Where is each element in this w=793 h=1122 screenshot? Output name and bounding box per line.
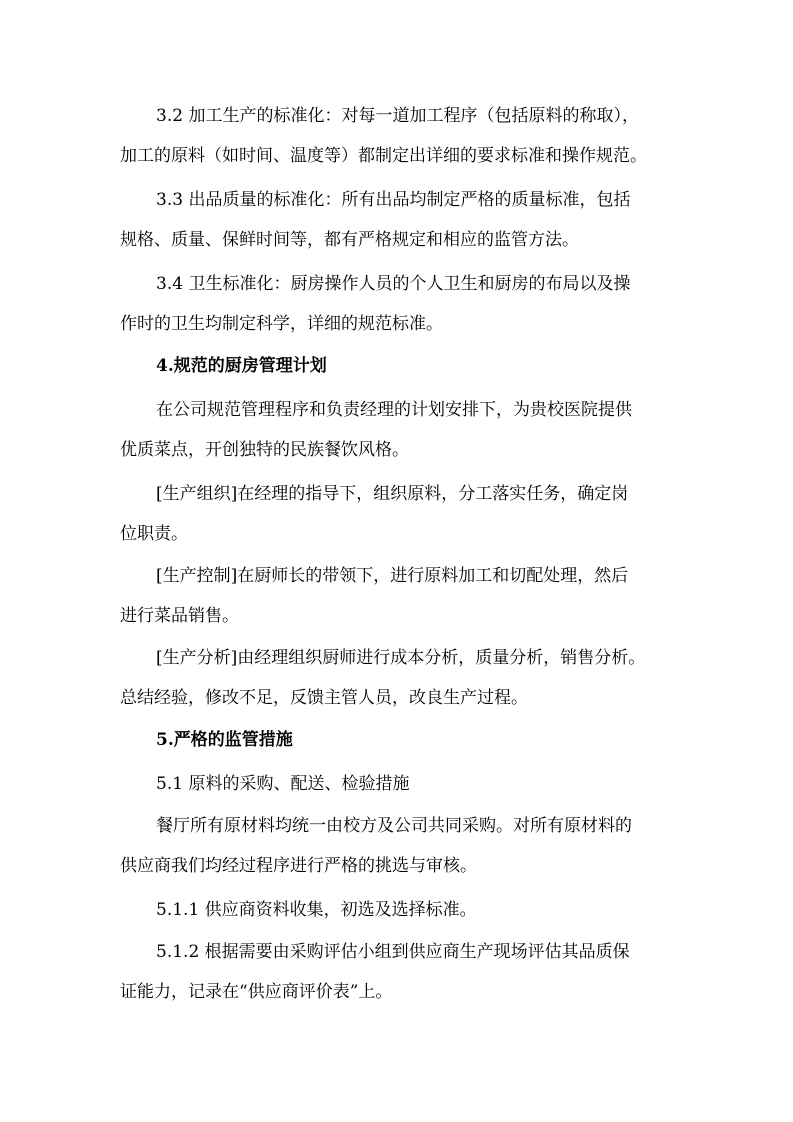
- paragraph-line: 5.1.2 根据需要由采购评估小组到供应商生产现场评估其品质保: [156, 942, 630, 962]
- paragraph-line: 3.3 出品质量的标准化：所有出品均制定严格的质量标准，包括: [156, 190, 631, 210]
- paragraph-production-organization: [120, 474, 675, 554]
- paragraph-5-1-2: [120, 932, 675, 1012]
- paragraph-line: [生产分析]由经理组织厨师进行成本分析，质量分析，销售分析。: [156, 648, 646, 668]
- paragraph-line: [生产控制]在厨师长的带领下，进行原料加工和切配处理，然后: [156, 566, 629, 586]
- paragraph-line: 3.4 卫生标准化：厨房操作人员的个人卫生和厨房的布局以及操: [156, 274, 631, 294]
- paragraph-line: 3.2 加工生产的标准化：对每一道加工程序（包括原料的称取），: [156, 106, 639, 126]
- paragraph-line: 餐厅所有原材料均统一由校方及公司共同采购。对所有原材料的: [156, 816, 632, 836]
- paragraph-line: [生产组织]在经理的指导下，组织原料，分工落实任务，确定岗: [156, 484, 629, 504]
- paragraph-line: 进行菜品销售。: [120, 606, 239, 626]
- paragraph-line: 供应商我们均经过程序进行严格的挑选与审核。: [120, 856, 477, 876]
- paragraph-5-1-body: [120, 806, 675, 886]
- paragraph-5-1-1: [120, 890, 675, 930]
- paragraph-line: 5.1 原料的采购、配送、检验措施: [156, 774, 410, 794]
- paragraph-line: 位职责。: [120, 524, 188, 544]
- paragraph-line: 加工的原料（如时间、温度等）都制定出详细的要求标准和操作规范。: [120, 146, 647, 166]
- paragraph-line: 证能力，记录在“供应商评价表”上。: [120, 982, 393, 1002]
- paragraph-production-control: [120, 556, 675, 636]
- paragraph-line: 优质菜点，开创独特的民族餐饮风格。: [120, 440, 409, 460]
- paragraph-4-intro: [120, 390, 675, 470]
- paragraph-3-2: [120, 96, 675, 176]
- paragraph-line: 总结经验，修改不足，反馈主管人员，改良生产过程。: [120, 688, 528, 708]
- section-heading-5: 5.严格的监管措施: [156, 730, 293, 750]
- paragraph-line: 作时的卫生均制定科学，详细的规范标准。: [120, 314, 443, 334]
- section-heading-4: 4.规范的厨房管理计划: [156, 356, 327, 376]
- paragraph-line: 在公司规范管理程序和负责经理的计划安排下，为贵校医院提供: [156, 400, 632, 420]
- paragraph-3-3: [120, 180, 675, 260]
- paragraph-line: 5.1.1 供应商资料收集，初选及选择标准。: [156, 900, 477, 920]
- paragraph-line: 规格、质量、保鲜时间等，都有严格规定和相应的监管方法。: [120, 230, 579, 250]
- paragraph-production-analysis: [120, 638, 675, 718]
- paragraph-3-4: [120, 264, 675, 344]
- paragraph-5-1: [120, 764, 675, 804]
